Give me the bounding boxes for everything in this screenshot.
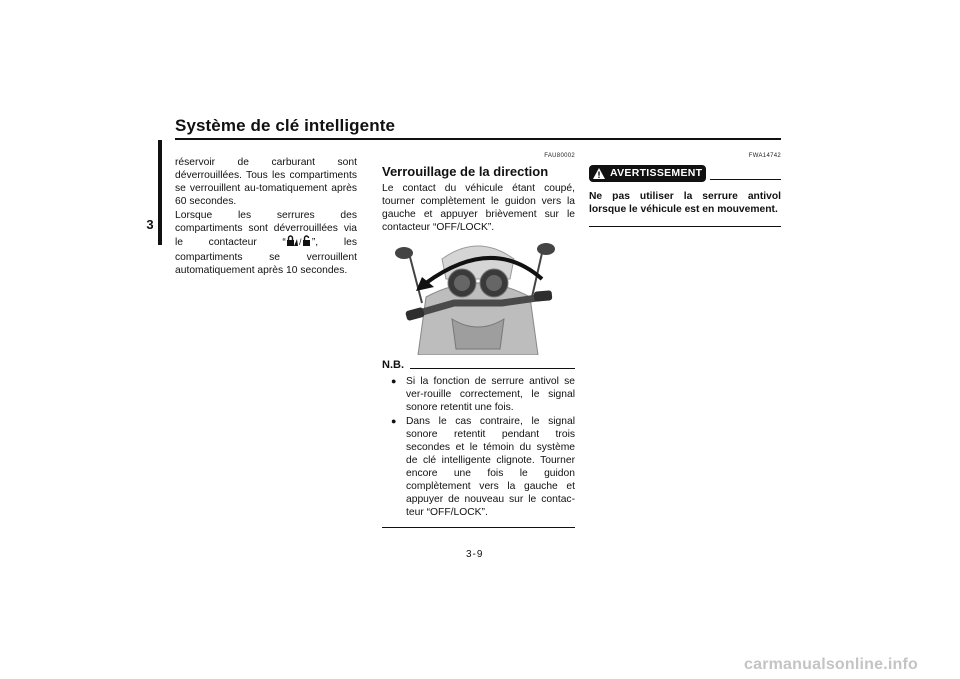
- section-title: Verrouillage de la direction: [382, 164, 549, 179]
- warning-badge: [589, 165, 706, 182]
- nb-item-text: Si la fonction de serrure antivol se ver-rouille correctement, le signal sonore retentit une fois.: [406, 376, 575, 413]
- warning-label: AVERTISSEMENT: [610, 167, 703, 179]
- nb-end-rule: [382, 527, 575, 528]
- nb-item: [382, 415, 575, 519]
- paragraph-text-before: Lorsque les serrures des compartiments sont déverrouillées via le contacteur “: [175, 210, 357, 248]
- nb-list: [382, 375, 575, 519]
- watermark: carmanualsonline.info: [744, 656, 919, 673]
- column-left: [175, 156, 357, 278]
- lock-unlock-icon: [286, 235, 312, 251]
- paragraph-compartments-timeout: réservoir de carburant sont déverrouillées. Tous les compartiments se verrouillent au-tomatiquement après 60 secondes.: [175, 157, 357, 207]
- nb-label: N.B.: [382, 359, 404, 371]
- column-right: [589, 150, 781, 227]
- handlebar-illustration: [382, 239, 575, 355]
- page-number: 3-9: [466, 549, 484, 560]
- warning-triangle-icon: [592, 167, 606, 180]
- warning-rule: [710, 179, 781, 180]
- nb-rule: [410, 368, 575, 369]
- nb-item: [382, 375, 575, 414]
- paragraph-text-after: ”, les compartiments se verrouillent automatiquement après 10 secondes.: [175, 237, 357, 276]
- warning-text: Ne pas utiliser la serrure antivol lorsque le véhicule est en mouvement.: [589, 191, 781, 215]
- column-middle: [382, 150, 575, 528]
- svg-text:/: /: [298, 237, 302, 247]
- page-title: Système de clé intelligente: [175, 116, 396, 135]
- nb-item-text: Dans le cas contraire, le signal sonore retentit pendant trois secondes et le témoin du système de clé intelligente clignote. Tourner encore une fois le guidon complètement vers la gauche et appuyer de nouveau sur le contac-teur “OFF/LOCK”.: [406, 416, 575, 518]
- nb-header: [382, 359, 575, 372]
- paragraph-unlock-switch: [175, 209, 357, 277]
- header-rule: [175, 138, 781, 140]
- bullet-icon: ●: [391, 376, 397, 386]
- warning-end-rule: [589, 226, 781, 227]
- warning-code: FWA14742: [748, 153, 781, 159]
- section-code: FAU80002: [544, 153, 575, 159]
- section-body: Le contact du véhicule étant coupé, tourner complètement le guidon vers la gauche et appuyer brièvement sur le contacteur “OFF/LOCK”.: [382, 183, 575, 233]
- bullet-icon: ●: [391, 416, 397, 426]
- warning-header: [589, 165, 781, 182]
- chapter-number: 3: [146, 217, 154, 232]
